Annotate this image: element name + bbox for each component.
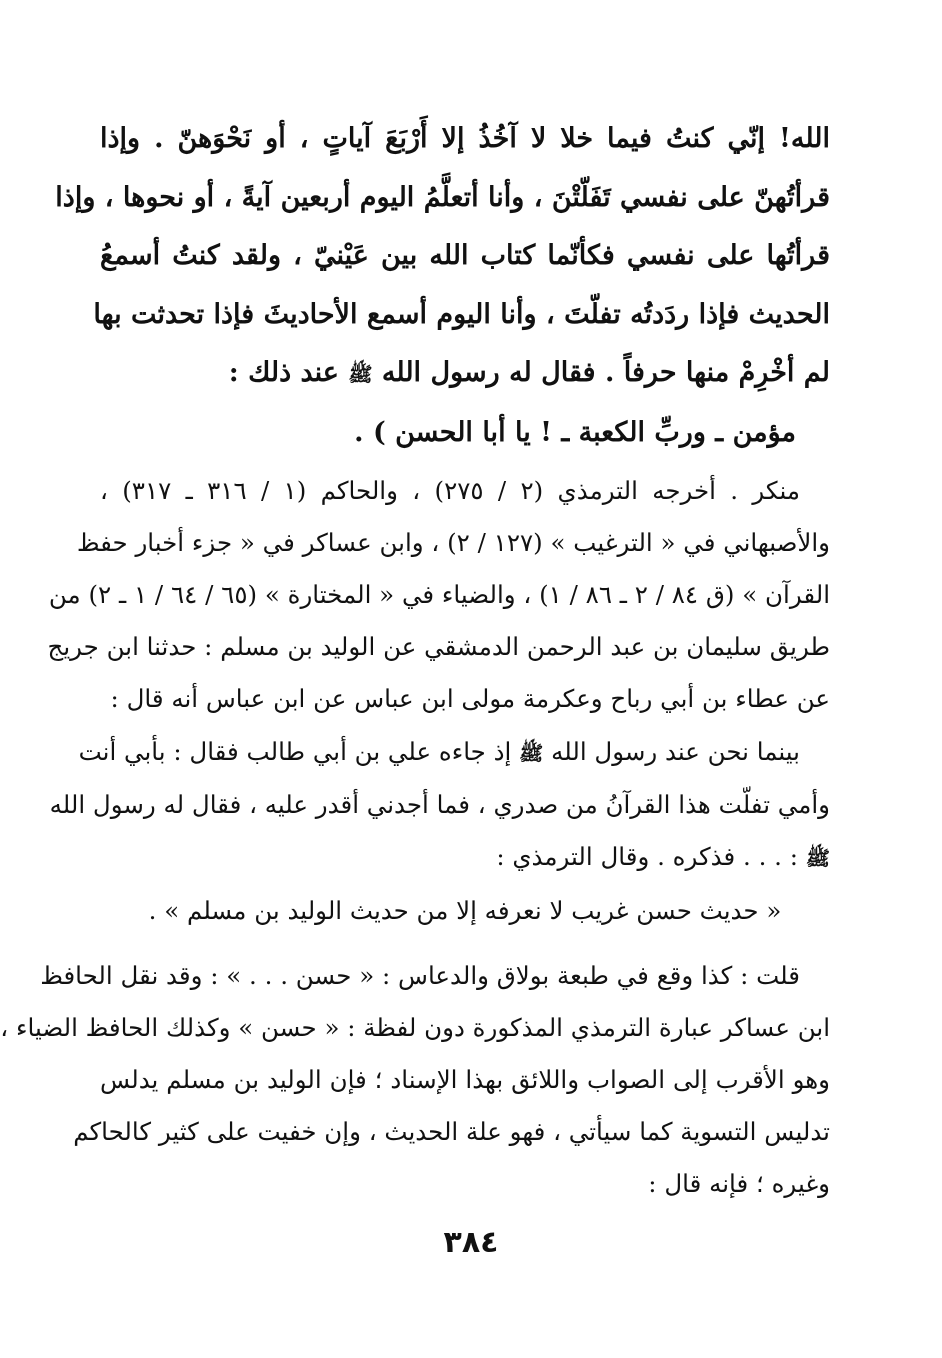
takhrij-line: عن عطاء بن أبي رباح وعكرمة مولى ابن عباس عن ابن عباس أنه قال : xyxy=(110,684,830,713)
takhrij-line: منكر . أخرجه الترمذي (٢ / ٢٧٥) ، والحاكم (١ / ٣١٦ ـ ٣١٧) ، xyxy=(100,476,800,505)
narration-line xyxy=(100,831,830,884)
hadith-line: الحديث فإذا ردَدتُه تفلّتَ ، وأنا اليوم أسمع الأحاديثَ فإذا تحدثت بها xyxy=(93,298,830,330)
note-line: وغيره ؛ فإنه قال : xyxy=(648,1169,830,1198)
quote-line: « حديث حسن غريب لا نعرفه إلا من حديث الوليد بن مسلم » . xyxy=(148,896,782,925)
hadith-line: مؤمن ـ وربِّ الكعبة ـ ! يا أبا الحسن ) . xyxy=(354,416,796,448)
takhrij-line: القرآن » (ق ٨٤ / ٢ ـ ٨٦ / ١) ، والضياء في « المختارة » (٦٥ / ٦٤ / ١ ـ ٢) من xyxy=(48,580,830,609)
takhrij-paragraph xyxy=(47,465,830,725)
narration-text: بينما نحن عند رسول الله xyxy=(551,737,800,766)
tirmidhi-quote xyxy=(100,885,830,937)
hadith-line-text: عند ذلك : xyxy=(228,357,339,388)
narration-text: : . . . فذكره . وقال الترمذي : xyxy=(496,842,799,871)
hadith-line xyxy=(100,344,830,404)
hadith-line: الله! إنّي كنتُ فيما خلا لا آخُذُ إلا أَرْبَعَ آياتٍ ، أو نَحْوَهنّ . وإذا xyxy=(100,123,830,154)
hadith-line-text: لم أخْرِمْ منها حرفاً . فقال له رسول الله xyxy=(381,357,830,388)
narration-text: إذ جاءه علي بن أبي طالب فقال : بأبي أنت xyxy=(78,737,512,766)
narration-line: وأمي تفلّت هذا القرآنُ من صدري ، فما أجدني أقدر عليه ، فقال له رسول الله xyxy=(49,790,830,819)
narration-line xyxy=(78,726,830,779)
hadith-line: قرأتُها على نفسي فكأنّما كتاب الله بين عَيْنيّ ، ولقد كنتُ أسمعُ xyxy=(100,240,830,271)
salutation-glyph: ﷺ xyxy=(348,362,373,386)
salutation-glyph: ﷺ xyxy=(519,741,544,765)
note-line: تدليس التسوية كما سيأتي ، فهو علة الحديث ، وإن خفيت على كثير كالحاكم xyxy=(73,1117,830,1146)
takhrij-line: طريق سليمان بن عبد الرحمن الدمشقي عن الوليد بن مسلم : حدثنا ابن جريج xyxy=(47,632,830,661)
hadith-text xyxy=(55,110,830,462)
page-number: ٣٨٤ xyxy=(443,1225,499,1260)
salutation-glyph: ﷺ xyxy=(805,846,830,870)
note-line: ابن عساكر عبارة الترمذي المذكورة دون لفظة : « حسن » وكذلك الحافظ الضياء ، xyxy=(0,1013,830,1042)
note-line: قلت : كذا وقع في طبعة بولاق والدعاس : « حسن . . . » : وقد نقل الحافظ xyxy=(40,961,800,990)
hadith-line: قرأتُهنّ على نفسي تَفَلّتْنَ ، وأنا أتعلَّمُ اليوم أربعين آيةً ، أو نحوها ، وإذا xyxy=(55,181,830,213)
takhrij-line: والأصبهاني في « الترغيب » (١٢٧ / ٢) ، وابن عساكر في « جزء أخبار حفظ xyxy=(76,528,830,557)
note-line: وهو الأقرب إلى الصواب واللائق بهذا الإسناد ؛ فإن الوليد بن مسلم يدلس xyxy=(100,1065,830,1094)
narration-paragraph xyxy=(49,726,830,884)
editor-note-paragraph xyxy=(0,950,830,1210)
